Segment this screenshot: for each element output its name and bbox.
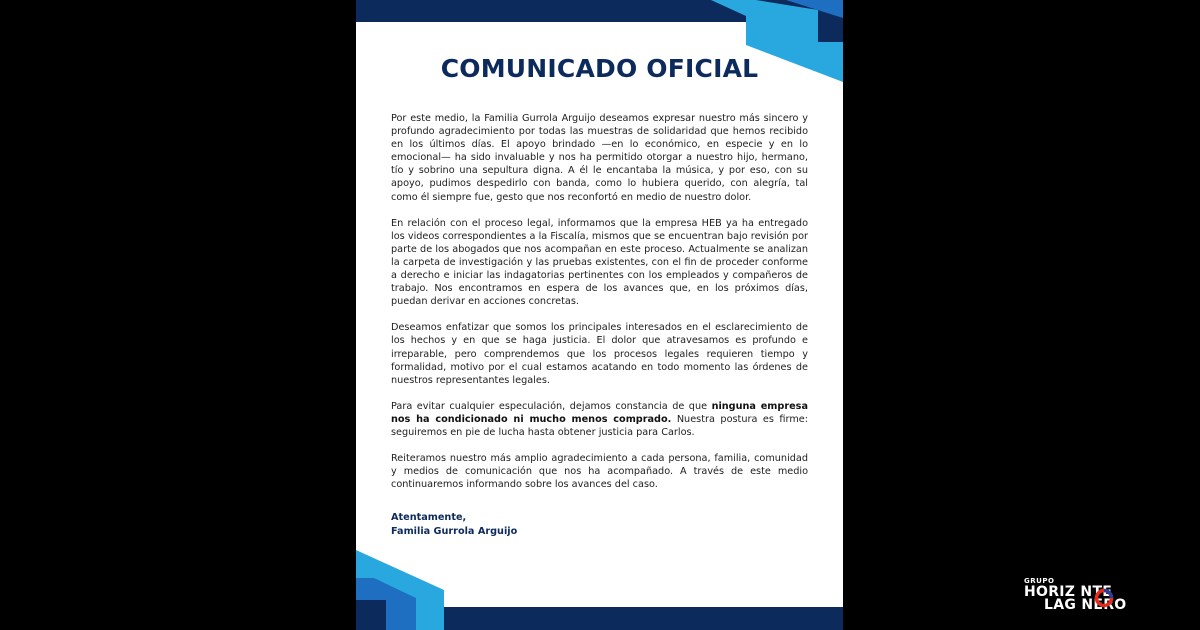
page-title: COMUNICADO OFICIAL bbox=[440, 54, 759, 83]
logo-ring-icon bbox=[1094, 588, 1114, 608]
signoff bbox=[391, 511, 691, 539]
statement-body bbox=[391, 112, 808, 504]
paragraph-text: Nuestra postura es firme: seguiremos en pie de lucha hasta obtener justicia para Carlos. bbox=[391, 413, 808, 438]
emphasis-text: ninguna empresa nos ha condicionado ni mucho menos comprado. bbox=[391, 400, 808, 425]
logo-line-1: HORIZ NTE bbox=[1024, 584, 1113, 600]
bottom-left-navy-stripe bbox=[356, 600, 386, 630]
logo-group-text: GRUPO bbox=[1024, 577, 1055, 585]
closing-text: Atentamente, bbox=[391, 512, 467, 523]
paragraph: Deseamos enfatizar que somos los principales interesados en el esclarecimiento de los hechos y en que se haga justicia. El dolor que atravesamos es profundo e irreparable, pero comprendemos que los procesos legales requieren tiempo y formalidad, motivo por el cual estamos acatando en todo momento las órdenes de nuestros representantes legales. bbox=[391, 322, 808, 386]
paragraph bbox=[391, 400, 808, 439]
paragraph: Por este medio, la Familia Gurrola Arguijo deseamos expresar nuestro más sincero y profundo agradecimiento por todas las muestras de solidaridad que hemos recibido en los últimos días. El apoyo brindado —en lo económico, en especie y en lo emocional— ha sido invaluable y nos ha permitido otorgar a nuestro hijo, hermano, tío y sobrino una sepultura digna. A él le encantaba la música, y por eso, con su apoyo, pudimos despedirlo con banda, como lo hubiera querido, con alegría, tal como él siempre fue, gesto que nos reconfortó en medio de nuestro dolor. bbox=[391, 113, 808, 203]
paragraph-text: Para evitar cualquier especulación, dejamos constancia de que bbox=[391, 400, 712, 412]
document-page bbox=[356, 0, 843, 630]
paragraph: Reiteramos nuestro más amplio agradecimiento a cada persona, familia, comunidad y medios de comunicación que nos ha acompañado. A través de este medio continuaremos informando sobre los avances del caso. bbox=[391, 453, 808, 491]
signature-text: Familia Gurrola Arguijo bbox=[391, 526, 518, 537]
grupo-horizonte-lagonero-logo bbox=[1022, 577, 1182, 617]
bottom-navy-band bbox=[444, 607, 843, 630]
logo-line-2: LAG NERO bbox=[1044, 597, 1127, 613]
paragraph: En relación con el proceso legal, informamos que la empresa HEB ya ha entregado los videos correspondientes a la Fiscalía, mismos que se encuentran bajo revisión por parte de los abogados que nos acompañan en este proceso. Actualmente se analizan la carpeta de investigación y las pruebas existentes, con el fin de proceder conforme a derecho e iniciar las indagatorias pertinentes con los empleados y compañeros de trabajo. Nos encontramos en espera de los avances que, en los próximos días, puedan derivar en acciones concretas. bbox=[391, 217, 808, 308]
